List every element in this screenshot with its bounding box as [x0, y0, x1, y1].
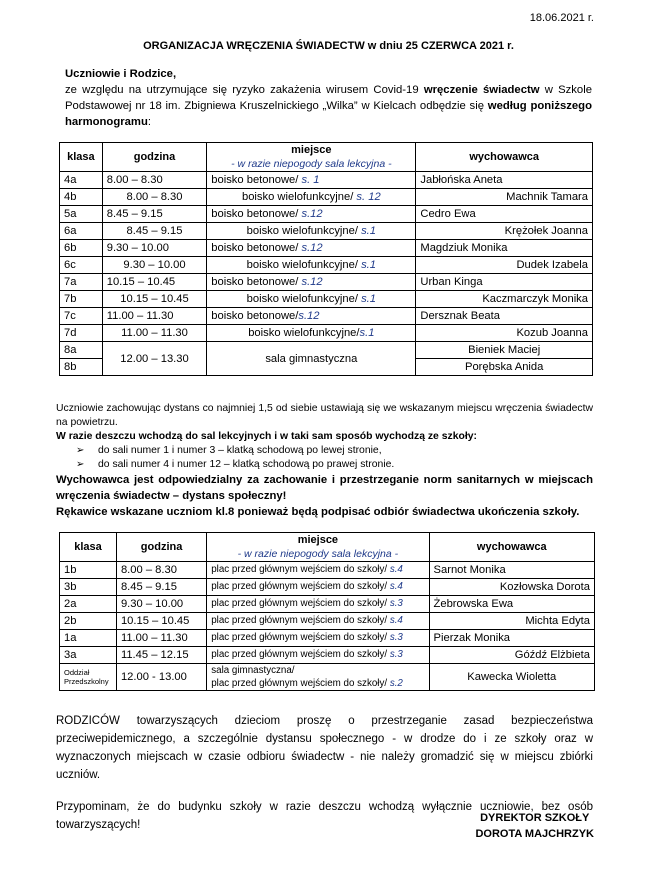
cell-miejsce [207, 579, 429, 596]
table-row [60, 189, 593, 206]
header-wychowawca: wychowawca [416, 143, 593, 172]
header-miejsce [207, 533, 429, 562]
table-row [60, 308, 593, 325]
cell-klasa: 1b [60, 562, 117, 579]
cell-klasa: 5a [60, 206, 103, 223]
cell-miejsce [207, 189, 416, 206]
cell-wychowawca: Pierzak Monika [429, 630, 594, 647]
cell-godzina: 9.30 – 10.00 [116, 596, 206, 613]
cell-wychowawca: Porębska Anida [416, 359, 593, 376]
table-row [60, 562, 595, 579]
cell-miejsce-line2: plac przed głównym wejściem do szkoły/ [211, 678, 390, 689]
cell-miejsce-text: plac przed głównym wejściem do szkoły/ [211, 564, 390, 575]
intro-section [65, 66, 592, 130]
cell-sala: s.1 [361, 293, 376, 305]
cell-klasa: 6a [60, 223, 103, 240]
table-row [60, 596, 595, 613]
cell-miejsce-text: boisko betonowe/ [211, 276, 302, 288]
cell-klasa: 3b [60, 579, 117, 596]
cell-wychowawca: Cedro Ewa [416, 206, 593, 223]
cell-godzina: 8.00 – 8.30 [116, 562, 206, 579]
cell-sala: s.12 [298, 310, 320, 322]
cell-wychowawca: Kozłowska Dorota [429, 579, 594, 596]
header-miejsce [207, 143, 416, 172]
cell-miejsce [207, 647, 429, 664]
document-title: ORGANIZACJA WRĘCZENIA ŚWIADECTW w dniu 25 CZERWCA 2021 r. [143, 40, 514, 52]
signature-line1: DYREKTOR SZKOŁY [480, 812, 590, 824]
table-row [60, 274, 593, 291]
cell-godzina: 10.15 – 10.45 [116, 613, 206, 630]
header-miejsce-label: miejsce [291, 144, 332, 156]
intro-paragraph [65, 82, 592, 130]
cell-miejsce-line1: sala gimnastyczna/ [211, 665, 295, 676]
cell-godzina: 8.00 – 8.30 [102, 172, 207, 189]
cell-klasa-line1: Oddział [64, 668, 90, 677]
table-row [60, 257, 593, 274]
cell-wychowawca: Urban Kinga [416, 274, 593, 291]
cell-miejsce [207, 562, 429, 579]
cell-miejsce [207, 291, 416, 308]
instructions-section [56, 402, 593, 520]
cell-klasa: 8a [60, 342, 103, 359]
cell-godzina: 8.00 – 8.30 [102, 189, 207, 206]
cell-sala: s. 1 [301, 174, 320, 186]
cell-miejsce-text: plac przed głównym wejściem do szkoły/ [211, 649, 390, 660]
table-header-row [60, 533, 595, 562]
cell-wychowawca: Żebrowska Ewa [429, 596, 594, 613]
intro-text-a: ze względu na utrzymujące się ryzyko zakażenia wirusem Covid-19 [65, 84, 424, 96]
cell-wychowawca: Sarnot Monika [429, 562, 594, 579]
cell-sala: s.4 [389, 615, 403, 626]
cell-godzina: 11.00 – 11.30 [116, 630, 206, 647]
signature-line2: DOROTA MAJCHRZYK [475, 828, 594, 840]
cell-miejsce-text: boisko wielofunkcyjne/ [248, 327, 360, 339]
greeting: Uczniowie i Rodzice, [65, 68, 177, 80]
instruction-p3: Wychowawca jest odpowiedzialny za zachowanie i przestrzeganie norm sanitarnych w miejscach wręczenia świadectw – dystans społeczny! [56, 474, 593, 502]
cell-godzina: 8.45 – 9.15 [102, 206, 207, 223]
cell-sala: s.4 [389, 581, 403, 592]
cell-miejsce [207, 325, 416, 342]
cell-godzina: 8.45 – 9.15 [116, 579, 206, 596]
cell-godzina: 12.00 - 13.00 [116, 664, 206, 691]
cell-wychowawca: Góźdź Elżbieta [429, 647, 594, 664]
header-klasa: klasa [60, 533, 117, 562]
cell-miejsce-text: plac przed głównym wejściem do szkoły/ [211, 598, 390, 609]
header-godzina: godzina [116, 533, 206, 562]
cell-miejsce [207, 257, 416, 274]
cell-miejsce-text: boisko betonowe/ [211, 242, 302, 254]
cell-sala: s.1 [359, 327, 375, 339]
cell-miejsce [207, 613, 429, 630]
header-miejsce-sub: - w razie niepogody sala lekcyjna - [231, 158, 392, 170]
cell-klasa: 7a [60, 274, 103, 291]
cell-godzina: 9.30 – 10.00 [102, 257, 207, 274]
cell-klasa: 7d [60, 325, 103, 342]
table-row [60, 613, 595, 630]
schedule-table-1 [59, 142, 593, 376]
cell-miejsce [207, 664, 429, 691]
cell-sala: s.3 [389, 598, 403, 609]
cell-wychowawca: Kaczmarczyk Monika [416, 291, 593, 308]
header-klasa: klasa [60, 143, 103, 172]
cell-miejsce-text: plac przed głównym wejściem do szkoły/ [211, 632, 390, 643]
cell-sala: s. 12 [356, 191, 381, 203]
cell-sala: s.12 [301, 276, 323, 288]
cell-sala: s.3 [389, 649, 403, 660]
header-miejsce-sub: - w razie niepogody sala lekcyjna - [237, 548, 399, 560]
header-wychowawca: wychowawca [429, 533, 594, 562]
closing-p2: Przypominam, że do budynku szkoły w razie deszczu wchodzą wyłącznie uczniowie, bez osób towarzyszących! [56, 801, 593, 831]
signature [475, 810, 594, 842]
table-header-row [60, 143, 593, 172]
rain-routes-list [56, 444, 593, 472]
cell-godzina: 10.15 – 10.45 [102, 274, 207, 291]
table-row [60, 630, 595, 647]
cell-godzina: 8.45 – 9.15 [102, 223, 207, 240]
cell-miejsce [207, 206, 416, 223]
cell-wychowawca: Krężołek Joanna [416, 223, 593, 240]
table-row [60, 223, 593, 240]
table-row [60, 240, 593, 257]
cell-miejsce [207, 240, 416, 257]
cell-klasa: 4a [60, 172, 103, 189]
cell-miejsce [207, 596, 429, 613]
cell-wychowawca: Michta Edyta [429, 613, 594, 630]
intro-text-c: w Szkole Podstawowej nr 18 im. Zbigniewa Kruszelnickiego „Wilka” w Kielcach odbędzie się [65, 84, 593, 112]
cell-miejsce [207, 274, 416, 291]
closing-p1: RODZICÓW towarzyszących dzieciom proszę o przestrzeganie zasad bezpieczeństwa przeciwepidemicznego, a szczególnie dystansu społecznego - w drodze do i ze szkoły oraz w wyznaczonych miejscach w czasie odbioru świadectw - nie należy gromadzić się w miejscu zbiórki uczniów. [56, 715, 593, 781]
list-item: ➢ do sali numer 1 i numer 3 – klatką schodową po lewej stronie, [98, 444, 593, 458]
cell-wychowawca: Dudek Izabela [416, 257, 593, 274]
cell-miejsce-text: boisko betonowe/ [211, 174, 302, 186]
cell-miejsce-text: boisko betonowe/ [211, 208, 302, 220]
cell-sala: s.12 [301, 208, 323, 220]
cell-sala: s.3 [389, 632, 403, 643]
cell-godzina: 11.00 – 11.30 [102, 325, 207, 342]
intro-text-d: według poniższego harmonogramu [65, 100, 592, 128]
cell-miejsce [207, 630, 429, 647]
cell-klasa: 3a [60, 647, 117, 664]
cell-wychowawca: Kawecka Wioletta [429, 664, 594, 691]
cell-miejsce [207, 223, 416, 240]
cell-klasa [60, 664, 117, 691]
schedule-table-2 [59, 532, 595, 691]
cell-sala: s.1 [361, 225, 376, 237]
table-row [60, 647, 595, 664]
cell-klasa: 7c [60, 308, 103, 325]
cell-sala: s.4 [389, 564, 403, 575]
cell-klasa: 8b [60, 359, 103, 376]
cell-godzina: 12.00 – 13.30 [102, 342, 207, 376]
header-miejsce-label: miejsce [297, 534, 339, 546]
intro-text-b: wręczenie świadectw [423, 84, 540, 96]
table-row [60, 325, 593, 342]
cell-godzina: 11.45 – 12.15 [116, 647, 206, 664]
header-godzina: godzina [102, 143, 207, 172]
table-row [60, 579, 595, 596]
table-row [60, 664, 595, 691]
instruction-p2: W razie deszczu wchodzą do sal lekcyjnych i w taki sam sposób wychodzą ze szkoły: [56, 431, 477, 442]
cell-miejsce-text: plac przed głównym wejściem do szkoły/ [211, 581, 390, 592]
cell-klasa: 2a [60, 596, 117, 613]
cell-klasa-line2: Przedszkolny [64, 677, 109, 686]
document-date: 18.06.2021 r. [529, 12, 594, 24]
cell-miejsce-text: plac przed głównym wejściem do szkoły/ [211, 615, 390, 626]
table-row [60, 206, 593, 223]
cell-klasa: 2b [60, 613, 117, 630]
cell-wychowawca: Kozub Joanna [416, 325, 593, 342]
cell-sala: s.1 [361, 259, 376, 271]
cell-miejsce-text: boisko betonowe/ [211, 310, 299, 322]
cell-wychowawca: Jabłońska Aneta [416, 172, 593, 189]
cell-klasa: 6b [60, 240, 103, 257]
table-row [60, 342, 593, 359]
table-row [60, 291, 593, 308]
cell-miejsce [207, 172, 416, 189]
cell-sala: s.2 [389, 678, 403, 689]
cell-klasa: 7b [60, 291, 103, 308]
cell-wychowawca: Bieniek Maciej [416, 342, 593, 359]
cell-wychowawca: Dersznak Beata [416, 308, 593, 325]
cell-klasa: 1a [60, 630, 117, 647]
cell-miejsce-text: boisko wielofunkcyjne/ [241, 191, 357, 203]
instruction-p1: Uczniowie zachowując dystans co najmniej 1,5 od siebie ustawiają się we wskazanym miejscu wręczenia świadectw na powietrzu. [56, 403, 593, 428]
cell-miejsce-text: boisko wielofunkcyjne/ [246, 225, 362, 237]
list-item: ➢ do sali numer 4 i numer 12 – klatką schodową po prawej stronie. [98, 458, 593, 472]
cell-miejsce-text: boisko wielofunkcyjne/ [246, 259, 362, 271]
cell-wychowawca: Magdziuk Monika [416, 240, 593, 257]
intro-text-e: : [147, 116, 151, 128]
cell-miejsce-text: boisko wielofunkcyjne/ [246, 293, 362, 305]
cell-sala: s.12 [301, 242, 323, 254]
cell-miejsce [207, 308, 416, 325]
table-row [60, 172, 593, 189]
cell-klasa: 4b [60, 189, 103, 206]
cell-godzina: 11.00 – 11.30 [102, 308, 207, 325]
cell-miejsce: sala gimnastyczna [207, 342, 416, 376]
cell-klasa: 6c [60, 257, 103, 274]
instruction-p4: Rękawice wskazane uczniom kl.8 ponieważ będą podpisać odbiór świadectwa ukończenia szkoły. [56, 506, 580, 518]
cell-godzina: 10.15 – 10.45 [102, 291, 207, 308]
cell-godzina: 9.30 – 10.00 [102, 240, 207, 257]
cell-wychowawca: Machnik Tamara [416, 189, 593, 206]
